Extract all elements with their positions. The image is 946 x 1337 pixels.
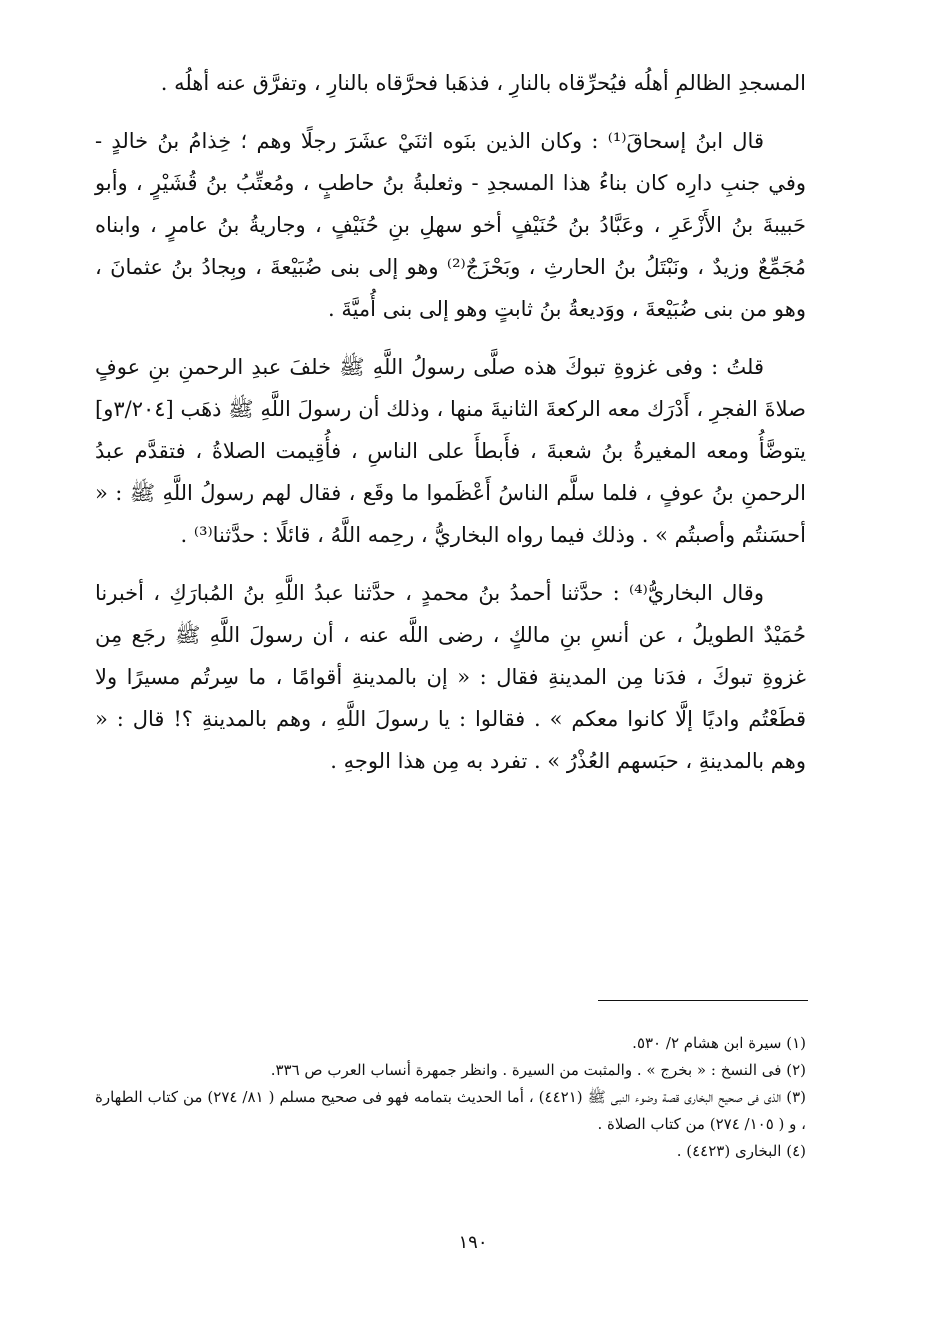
paragraph-bukhari-hadith: وقال البخاريُّ⁽⁴⁾ : حدَّثنا أحمدُ بنُ محمدٍ ، حدَّثنا عبدُ اللَّهِ بنُ المُبارَكِ ، أخبرنا حُمَيْدٌ الطويلُ ، عن أنسِ بنِ مالكٍ ، رضى اللَّه عنه ، أن رسولَ اللَّهِ ﷺ رجَع مِن غزوةِ تبوكَ ، فدَنا مِن المدينةِ فقال : « إن بالمدينةِ أقوامًا ، ما سِرتُم مسيرًا ولا قطَعْتُم واديًا إلَّا كانوا معكم » . فقالوا : يا رسولَ اللَّهِ ، وهم بالمدينةِ ؟! قال : « وهم بالمدينةِ ، حبَسهم العُذْرُ » . تفرد به مِن هذا الوجهِ . (95, 581, 806, 773)
paragraph-continuation: المسجدِ الظالمِ أهلُه فيُحرِّقاه بالنارِ ، فذهَبا فحرَّقاه بالنارِ ، وتفرَّق عنه أهلُه . (160, 71, 806, 95)
paragraph-ibn-ishaq: قال ابنُ إسحاقَ⁽¹⁾ : وكان الذين بنَوه اثنَيْ عشَرَ رجلًا وهم ؛ خِذامُ بنُ خالدٍ - وفي جنبِ دارِه كان بناءُ هذا المسجدِ - وثعلبةُ بنُ حاطبٍ ، ومُعتِّبُ بنُ قُشَيْرٍ ، وأبو حَبيبةَ بنُ الأَزْعَرِ ، وعَبَّادُ بنُ حُنَيْفٍ أخو سهلِ بنِ حُنَيْفٍ ، وجاريةُ بنُ عامرٍ ، وابناه مُجَمِّعٌ وزيدٌ ، ونَبْتَلُ بنُ الحارثِ ، وبَحْزَجٌ⁽²⁾ وهو إلى بنى ضُبَيْعةَ ، وبِجادُ بنُ عثمانَ ، وهو من بنى ضُبَيْعةَ ، ووَديعةُ بنُ ثابتٍ وهو إلى بنى أُميَّةَ . (95, 129, 807, 321)
main-text (95, 62, 806, 798)
footnote-separator (598, 1000, 808, 1001)
footnote-4: (٤) البخارى (٤٤٢٣) . (676, 1142, 806, 1160)
footnotes (95, 1030, 806, 1165)
footnote-1: (١) سيرة ابن هشام ٢/ ٥٣٠. (632, 1034, 806, 1052)
page-number: ١٩٠ (458, 1232, 488, 1253)
footnote-3: (٣) الذى فى صحيح البخارى قصة وضوء النبى ﷺ (٤٤٢١) ، أما الحديث بتمامه فهو فى صحيح مسلم ( ٨١/ ٢٧٤) من كتاب الطهارة ، و ( ١٠٥/ ٢٧٤) من كتاب الصلاة . (95, 1088, 806, 1133)
footnote-2: (٢) فى النسخ : « بخرج » . والمثبت من السيرة . وانظر جمهرة أنساب العرب ص ٣٣٦. (270, 1061, 806, 1079)
paragraph-tabuk-prayer: قلتُ : وفى غزوةِ تبوكَ هذه صلَّى رسولُ اللَّهِ ﷺ خلفَ عبدِ الرحمنِ بنِ عوفٍ صلاةَ الفجرِ ، أَدْرَك معه الركعةَ الثانيةَ منها ، وذلك أن رسولَ اللَّهِ ﷺ ذهَب [٣/٢٠٤و] يتوضَّأُ ومعه المغيرةُ بنُ شعبةَ ، فأَبطأَ على الناسِ ، فأُقِيمت الصلاةُ ، فتقدَّم عبدُ الرحمنِ بنُ عوفٍ ، فلما سلَّم الناسُ أَعْظَموا ما وقَع ، فقال لهم رسولُ اللَّهِ ﷺ : « أحسَنتُم وأصبتُم » . وذلك فيما رواه البخاريُّ ، رحِمه اللَّهُ ، قائلًا : حدَّثنا⁽³⁾ . (95, 355, 806, 547)
